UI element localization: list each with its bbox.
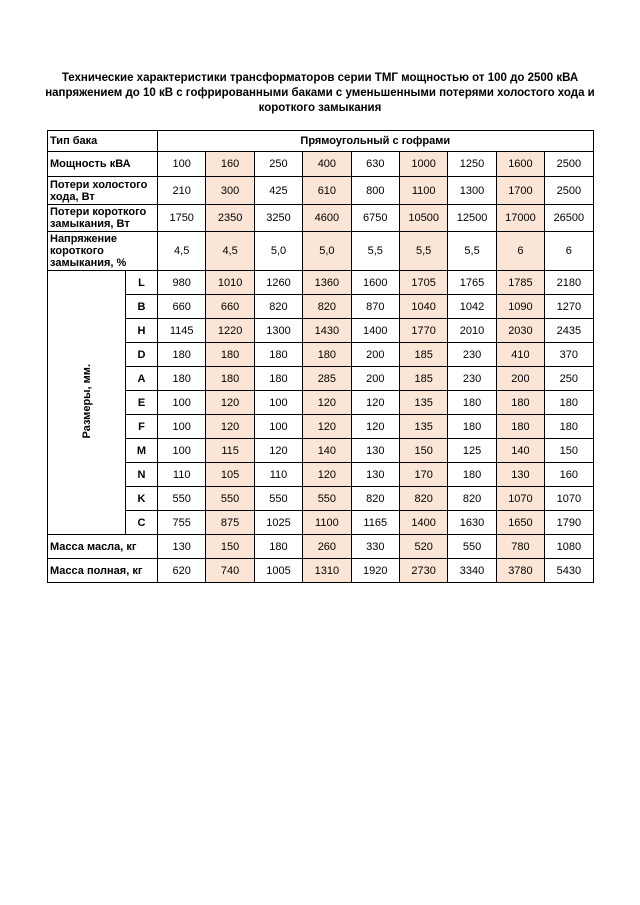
table-cell: 180 xyxy=(545,391,593,415)
table-cell: 5,5 xyxy=(399,232,447,271)
dimension-letter: H xyxy=(126,319,158,343)
table-cell: 120 xyxy=(303,463,351,487)
table-cell: 1090 xyxy=(496,295,544,319)
short-circuit-loss-label: Потери короткого замыкания, Вт xyxy=(48,205,158,232)
table-cell: 3340 xyxy=(448,559,496,583)
table-cell: 120 xyxy=(206,391,254,415)
table-cell: 140 xyxy=(303,439,351,463)
table-cell: 260 xyxy=(303,535,351,559)
table-cell: 1400 xyxy=(399,511,447,535)
table-cell: 980 xyxy=(158,271,206,295)
table-cell: 5,5 xyxy=(448,232,496,271)
table-row xyxy=(48,232,594,271)
table-cell: 2500 xyxy=(545,177,593,205)
table-cell: 780 xyxy=(496,535,544,559)
table-cell: 250 xyxy=(545,367,593,391)
table-cell: 1100 xyxy=(399,177,447,205)
table-cell: 1700 xyxy=(496,177,544,205)
table-cell: 1000 xyxy=(399,152,447,177)
table-cell: 2030 xyxy=(496,319,544,343)
table-cell: 1070 xyxy=(545,487,593,511)
table-cell: 1920 xyxy=(351,559,399,583)
table-cell: 17000 xyxy=(496,205,544,232)
table-cell: 110 xyxy=(158,463,206,487)
table-cell: 100 xyxy=(158,415,206,439)
dimensions-label: Размеры, мм. xyxy=(80,363,93,439)
table-cell: 180 xyxy=(303,343,351,367)
table-cell: 180 xyxy=(254,343,302,367)
table-row xyxy=(48,131,594,152)
table-cell: 100 xyxy=(158,439,206,463)
dimension-letter: M xyxy=(126,439,158,463)
table-row xyxy=(48,511,594,535)
table-cell: 1400 xyxy=(351,319,399,343)
table-cell: 120 xyxy=(351,415,399,439)
table-cell: 1310 xyxy=(303,559,351,583)
table-cell: 1430 xyxy=(303,319,351,343)
table-cell: 2435 xyxy=(545,319,593,343)
table-cell: 4,5 xyxy=(206,232,254,271)
table-cell: 200 xyxy=(351,343,399,367)
table-cell: 370 xyxy=(545,343,593,367)
table-cell: 10500 xyxy=(399,205,447,232)
table-cell: 4600 xyxy=(303,205,351,232)
table-cell: 4,5 xyxy=(158,232,206,271)
table-cell: 170 xyxy=(399,463,447,487)
table-cell: 185 xyxy=(399,367,447,391)
table-cell: 2500 xyxy=(545,152,593,177)
table-cell: 1100 xyxy=(303,511,351,535)
table-cell: 250 xyxy=(254,152,302,177)
table-cell: 125 xyxy=(448,439,496,463)
table-cell: 2010 xyxy=(448,319,496,343)
dimension-letter: F xyxy=(126,415,158,439)
table-cell: 1785 xyxy=(496,271,544,295)
table-cell: 1600 xyxy=(496,152,544,177)
table-cell: 1705 xyxy=(399,271,447,295)
spec-table xyxy=(47,130,594,583)
table-cell: 5,0 xyxy=(303,232,351,271)
table-cell: 180 xyxy=(206,343,254,367)
table-cell: 120 xyxy=(206,415,254,439)
table-cell: 2180 xyxy=(545,271,593,295)
table-cell: 755 xyxy=(158,511,206,535)
table-body xyxy=(48,131,594,583)
table-cell: 1165 xyxy=(351,511,399,535)
table-cell: 200 xyxy=(351,367,399,391)
table-cell: 1270 xyxy=(545,295,593,319)
table-row xyxy=(48,205,594,232)
table-cell: 135 xyxy=(399,391,447,415)
dimension-letter: A xyxy=(126,367,158,391)
dimensions-label-cell xyxy=(48,271,126,535)
table-row xyxy=(48,367,594,391)
table-cell: 660 xyxy=(206,295,254,319)
dimension-letter: D xyxy=(126,343,158,367)
table-cell: 1770 xyxy=(399,319,447,343)
table-cell: 1300 xyxy=(254,319,302,343)
table-cell: 105 xyxy=(206,463,254,487)
table-cell: 1220 xyxy=(206,319,254,343)
table-row xyxy=(48,487,594,511)
table-cell: 6 xyxy=(496,232,544,271)
table-cell: 630 xyxy=(351,152,399,177)
table-cell: 550 xyxy=(303,487,351,511)
table-cell: 1070 xyxy=(496,487,544,511)
table-row xyxy=(48,535,594,559)
dimension-letter: E xyxy=(126,391,158,415)
table-cell: 100 xyxy=(158,152,206,177)
table-cell: 1025 xyxy=(254,511,302,535)
table-cell: 180 xyxy=(448,463,496,487)
table-cell: 330 xyxy=(351,535,399,559)
table-cell: 160 xyxy=(206,152,254,177)
table-cell: 1040 xyxy=(399,295,447,319)
table-cell: 820 xyxy=(351,487,399,511)
table-cell: 150 xyxy=(399,439,447,463)
table-cell: 800 xyxy=(351,177,399,205)
table-cell: 2730 xyxy=(399,559,447,583)
table-cell: 135 xyxy=(399,415,447,439)
table-cell: 230 xyxy=(448,343,496,367)
table-cell: 180 xyxy=(254,535,302,559)
table-cell: 1790 xyxy=(545,511,593,535)
power-label: Мощность кВА xyxy=(48,152,158,177)
table-cell: 12500 xyxy=(448,205,496,232)
table-row xyxy=(48,343,594,367)
table-cell: 160 xyxy=(545,463,593,487)
table-cell: 120 xyxy=(254,439,302,463)
table-cell: 1250 xyxy=(448,152,496,177)
table-cell: 115 xyxy=(206,439,254,463)
dimension-letter: C xyxy=(126,511,158,535)
table-cell: 5430 xyxy=(545,559,593,583)
table-row xyxy=(48,439,594,463)
table-cell: 140 xyxy=(496,439,544,463)
table-cell: 110 xyxy=(254,463,302,487)
table-cell: 1750 xyxy=(158,205,206,232)
table-cell: 1650 xyxy=(496,511,544,535)
table-cell: 100 xyxy=(254,391,302,415)
table-cell: 520 xyxy=(399,535,447,559)
dimension-letter: B xyxy=(126,295,158,319)
table-cell: 130 xyxy=(351,439,399,463)
table-row xyxy=(48,177,594,205)
table-cell: 180 xyxy=(254,367,302,391)
table-cell: 130 xyxy=(351,463,399,487)
table-cell: 150 xyxy=(545,439,593,463)
table-row xyxy=(48,391,594,415)
table-cell: 180 xyxy=(545,415,593,439)
table-cell: 120 xyxy=(351,391,399,415)
table-cell: 870 xyxy=(351,295,399,319)
no-load-loss-label: Потери холостого хода, Вт xyxy=(48,177,158,205)
table-cell: 100 xyxy=(158,391,206,415)
table-cell: 1005 xyxy=(254,559,302,583)
table-cell: 5,0 xyxy=(254,232,302,271)
table-cell: 180 xyxy=(158,367,206,391)
table-cell: 820 xyxy=(399,487,447,511)
table-cell: 3780 xyxy=(496,559,544,583)
table-cell: 1042 xyxy=(448,295,496,319)
table-cell: 300 xyxy=(206,177,254,205)
table-cell: 1145 xyxy=(158,319,206,343)
table-cell: 120 xyxy=(303,415,351,439)
table-cell: 610 xyxy=(303,177,351,205)
table-cell: 180 xyxy=(448,391,496,415)
table-cell: 200 xyxy=(496,367,544,391)
full-mass-label: Масса полная, кг xyxy=(48,559,158,583)
table-cell: 1300 xyxy=(448,177,496,205)
table-cell: 285 xyxy=(303,367,351,391)
table-cell: 120 xyxy=(303,391,351,415)
short-circuit-voltage-label: Напряжение короткого замыкания, % xyxy=(48,232,158,271)
tank-type-label: Тип бака xyxy=(48,131,158,152)
table-cell: 550 xyxy=(158,487,206,511)
table-row xyxy=(48,152,594,177)
table-cell: 550 xyxy=(206,487,254,511)
dimension-letter: K xyxy=(126,487,158,511)
table-cell: 6750 xyxy=(351,205,399,232)
table-cell: 660 xyxy=(158,295,206,319)
tank-type-value: Прямоугольный с гофрами xyxy=(158,131,594,152)
table-cell: 400 xyxy=(303,152,351,177)
table-row xyxy=(48,415,594,439)
table-cell: 620 xyxy=(158,559,206,583)
table-row xyxy=(48,319,594,343)
table-cell: 1765 xyxy=(448,271,496,295)
table-cell: 740 xyxy=(206,559,254,583)
table-cell: 6 xyxy=(545,232,593,271)
table-cell: 820 xyxy=(448,487,496,511)
table-cell: 2350 xyxy=(206,205,254,232)
table-cell: 180 xyxy=(448,415,496,439)
table-cell: 26500 xyxy=(545,205,593,232)
table-cell: 3250 xyxy=(254,205,302,232)
table-row xyxy=(48,463,594,487)
table-row xyxy=(48,559,594,583)
dimension-letter: N xyxy=(126,463,158,487)
table-cell: 150 xyxy=(206,535,254,559)
table-cell: 180 xyxy=(158,343,206,367)
table-cell: 1630 xyxy=(448,511,496,535)
table-cell: 820 xyxy=(303,295,351,319)
table-cell: 130 xyxy=(158,535,206,559)
table-cell: 875 xyxy=(206,511,254,535)
table-cell: 410 xyxy=(496,343,544,367)
table-cell: 425 xyxy=(254,177,302,205)
table-cell: 180 xyxy=(496,415,544,439)
table-row xyxy=(48,295,594,319)
dimension-letter: L xyxy=(126,271,158,295)
table-cell: 1010 xyxy=(206,271,254,295)
page-title: Технические характеристики трансформаторов серии ТМГ мощностью от 100 до 2500 кВА напряжением до 10 кВ с гофрированными баками с уменьшенными потерями холостого хода и короткого замыкания xyxy=(45,72,595,114)
table-cell: 100 xyxy=(254,415,302,439)
table-row xyxy=(48,271,594,295)
table-cell: 1360 xyxy=(303,271,351,295)
table-cell: 5,5 xyxy=(351,232,399,271)
table-cell: 550 xyxy=(254,487,302,511)
table-cell: 180 xyxy=(206,367,254,391)
table-cell: 550 xyxy=(448,535,496,559)
table-cell: 180 xyxy=(496,391,544,415)
table-cell: 1600 xyxy=(351,271,399,295)
table-cell: 820 xyxy=(254,295,302,319)
table-cell: 230 xyxy=(448,367,496,391)
table-cell: 185 xyxy=(399,343,447,367)
table-cell: 130 xyxy=(496,463,544,487)
oil-mass-label: Масса масла, кг xyxy=(48,535,158,559)
table-cell: 1260 xyxy=(254,271,302,295)
table-cell: 210 xyxy=(158,177,206,205)
table-cell: 1080 xyxy=(545,535,593,559)
